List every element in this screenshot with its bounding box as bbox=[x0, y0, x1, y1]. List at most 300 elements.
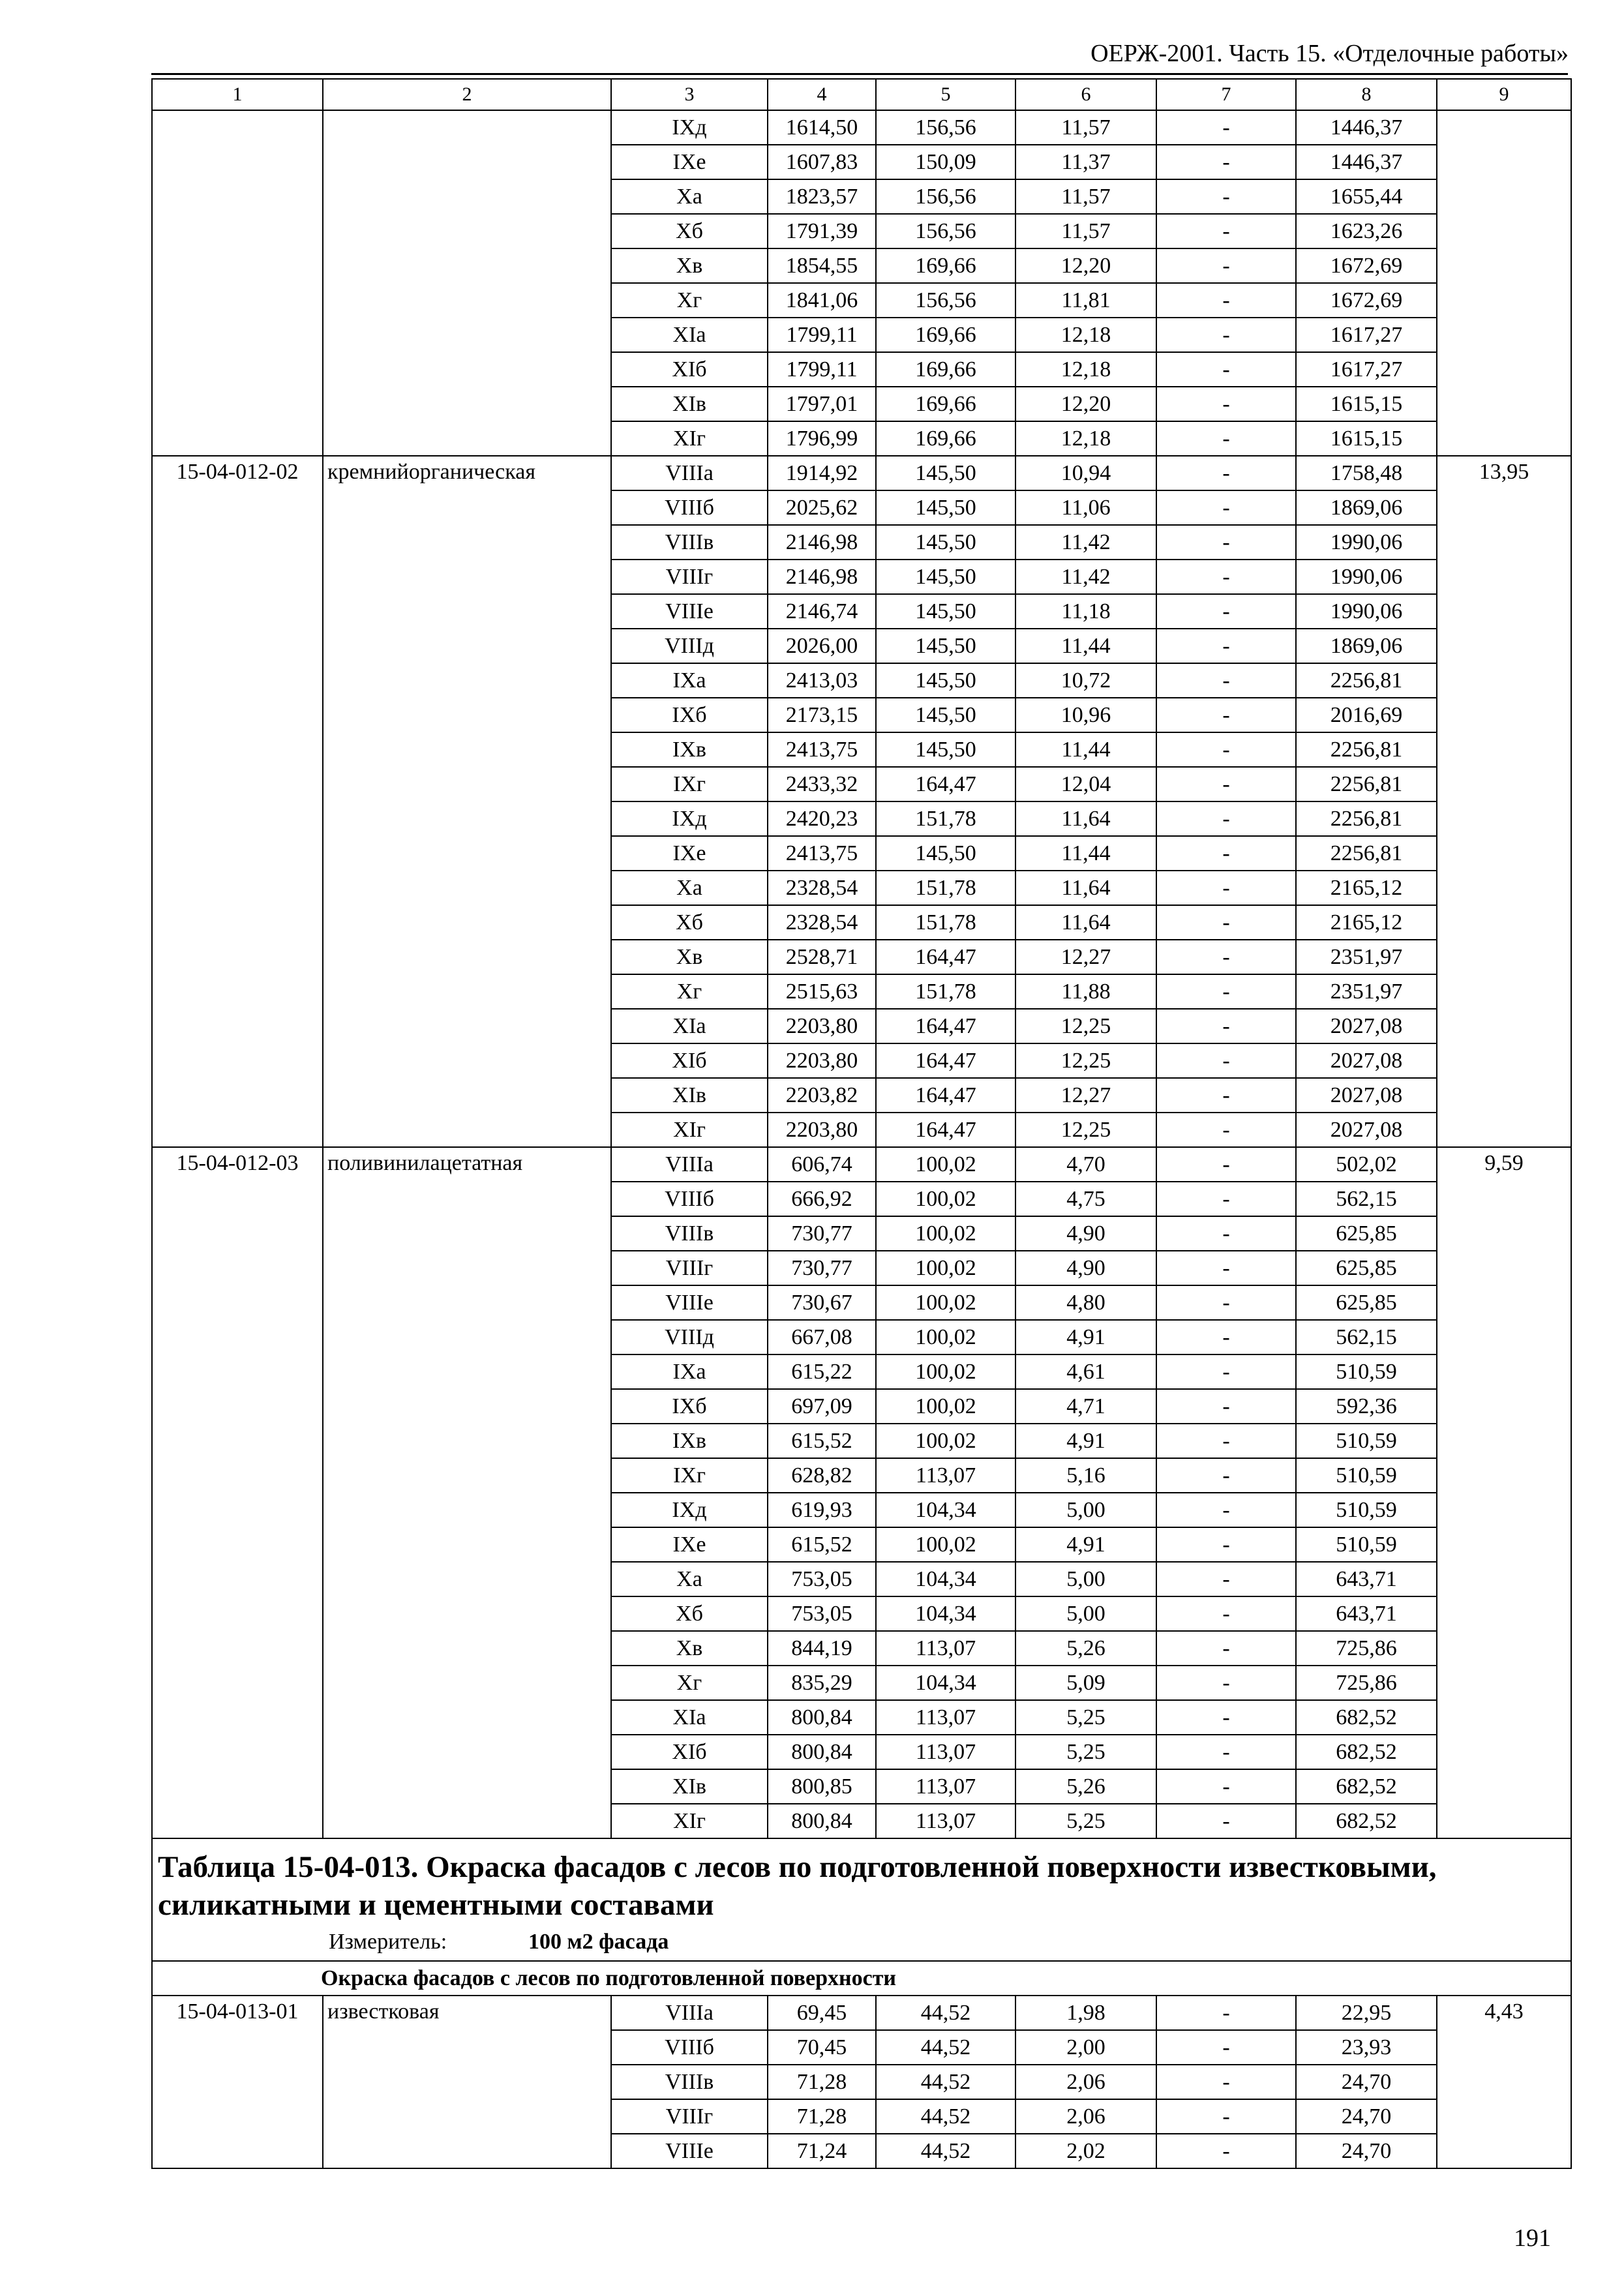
total-cost: 1799,11 bbox=[768, 318, 876, 352]
materials-cost: 682,52 bbox=[1296, 1804, 1437, 1838]
total-cost: 697,09 bbox=[768, 1389, 876, 1424]
zone-code: XIв bbox=[611, 1078, 768, 1113]
operator-wages: - bbox=[1156, 214, 1296, 248]
machine-cost: 5,09 bbox=[1015, 1666, 1156, 1700]
column-number: 1 bbox=[152, 79, 323, 110]
work-name bbox=[323, 110, 611, 456]
machine-cost: 12,27 bbox=[1015, 1078, 1156, 1113]
machine-cost: 10,94 bbox=[1015, 456, 1156, 490]
machine-cost: 4,90 bbox=[1015, 1216, 1156, 1251]
materials-cost: 1617,27 bbox=[1296, 352, 1437, 387]
machine-cost: 11,42 bbox=[1015, 525, 1156, 560]
machine-cost: 5,26 bbox=[1015, 1769, 1156, 1804]
operator-wages: - bbox=[1156, 456, 1296, 490]
machine-cost: 11,88 bbox=[1015, 974, 1156, 1009]
operator-wages: - bbox=[1156, 1285, 1296, 1320]
operator-wages: - bbox=[1156, 110, 1296, 145]
machine-cost: 11,64 bbox=[1015, 905, 1156, 940]
total-cost: 71,28 bbox=[768, 2065, 876, 2099]
machine-cost: 11,06 bbox=[1015, 490, 1156, 525]
wages: 104,34 bbox=[876, 1562, 1015, 1596]
column-number-row bbox=[152, 79, 1571, 110]
operator-wages: - bbox=[1156, 1769, 1296, 1804]
materials-cost: 23,93 bbox=[1296, 2030, 1437, 2065]
materials-cost: 24,70 bbox=[1296, 2134, 1437, 2168]
total-cost: 2025,62 bbox=[768, 490, 876, 525]
operator-wages: - bbox=[1156, 1009, 1296, 1043]
machine-cost: 4,91 bbox=[1015, 1320, 1156, 1354]
total-cost: 1854,55 bbox=[768, 248, 876, 283]
materials-cost: 625,85 bbox=[1296, 1251, 1437, 1285]
zone-code: XIг bbox=[611, 1113, 768, 1147]
zone-code: Xв bbox=[611, 940, 768, 974]
machine-cost: 12,20 bbox=[1015, 248, 1156, 283]
operator-wages: - bbox=[1156, 179, 1296, 214]
machine-cost: 12,18 bbox=[1015, 318, 1156, 352]
zone-code: IXб bbox=[611, 698, 768, 732]
wages: 164,47 bbox=[876, 1113, 1015, 1147]
materials-cost: 2351,97 bbox=[1296, 974, 1437, 1009]
total-cost: 2413,75 bbox=[768, 836, 876, 871]
total-cost: 1841,06 bbox=[768, 283, 876, 318]
zone-code: IXе bbox=[611, 1527, 768, 1562]
operator-wages: - bbox=[1156, 663, 1296, 698]
materials-cost: 562,15 bbox=[1296, 1320, 1437, 1354]
operator-wages: - bbox=[1156, 1043, 1296, 1078]
operator-wages: - bbox=[1156, 836, 1296, 871]
materials-cost: 2256,81 bbox=[1296, 663, 1437, 698]
machine-cost: 2,06 bbox=[1015, 2065, 1156, 2099]
rate-code bbox=[152, 110, 323, 456]
operator-wages: - bbox=[1156, 1251, 1296, 1285]
wages: 164,47 bbox=[876, 1043, 1015, 1078]
materials-cost: 510,59 bbox=[1296, 1424, 1437, 1458]
rate-code: 15-04-012-02 bbox=[152, 456, 323, 1147]
meter-row bbox=[158, 1928, 1565, 1956]
materials-cost: 1869,06 bbox=[1296, 490, 1437, 525]
materials-cost: 725,86 bbox=[1296, 1666, 1437, 1700]
total-cost: 2146,74 bbox=[768, 594, 876, 629]
column-number: 7 bbox=[1156, 79, 1296, 110]
wages: 100,02 bbox=[876, 1424, 1015, 1458]
machine-cost: 5,26 bbox=[1015, 1631, 1156, 1666]
work-name: известковая bbox=[323, 1996, 611, 2168]
machine-cost: 12,25 bbox=[1015, 1043, 1156, 1078]
operator-wages: - bbox=[1156, 560, 1296, 594]
materials-cost: 1615,15 bbox=[1296, 387, 1437, 421]
machine-cost: 11,57 bbox=[1015, 110, 1156, 145]
zone-code: IXб bbox=[611, 1389, 768, 1424]
total-cost: 71,28 bbox=[768, 2099, 876, 2134]
materials-cost: 592,36 bbox=[1296, 1389, 1437, 1424]
zone-code: VIIIе bbox=[611, 1285, 768, 1320]
section-title-cell bbox=[152, 1838, 1571, 1961]
rates-table bbox=[151, 78, 1572, 2169]
total-cost: 2203,82 bbox=[768, 1078, 876, 1113]
operator-wages: - bbox=[1156, 871, 1296, 905]
wages: 151,78 bbox=[876, 905, 1015, 940]
total-cost: 730,77 bbox=[768, 1251, 876, 1285]
wages: 145,50 bbox=[876, 456, 1015, 490]
materials-cost: 1672,69 bbox=[1296, 283, 1437, 318]
wages: 145,50 bbox=[876, 836, 1015, 871]
machine-cost: 12,25 bbox=[1015, 1113, 1156, 1147]
wages: 100,02 bbox=[876, 1527, 1015, 1562]
zone-code: VIIIб bbox=[611, 490, 768, 525]
wages: 113,07 bbox=[876, 1804, 1015, 1838]
wages: 145,50 bbox=[876, 560, 1015, 594]
total-cost: 69,45 bbox=[768, 1996, 876, 2030]
operator-wages: - bbox=[1156, 974, 1296, 1009]
zone-code: Xб bbox=[611, 905, 768, 940]
zone-code: XIг bbox=[611, 421, 768, 456]
operator-wages: - bbox=[1156, 525, 1296, 560]
zone-code: Xа bbox=[611, 871, 768, 905]
machine-cost: 5,25 bbox=[1015, 1735, 1156, 1769]
labor-hours: 13,95 bbox=[1437, 456, 1571, 1147]
rate-code: 15-04-012-03 bbox=[152, 1147, 323, 1838]
operator-wages: - bbox=[1156, 1735, 1296, 1769]
wages: 169,66 bbox=[876, 421, 1015, 456]
total-cost: 1799,11 bbox=[768, 352, 876, 387]
machine-cost: 1,98 bbox=[1015, 1996, 1156, 2030]
labor-hours: 4,43 bbox=[1437, 1996, 1571, 2168]
materials-cost: 1672,69 bbox=[1296, 248, 1437, 283]
total-cost: 1796,99 bbox=[768, 421, 876, 456]
wages: 151,78 bbox=[876, 974, 1015, 1009]
materials-cost: 510,59 bbox=[1296, 1354, 1437, 1389]
operator-wages: - bbox=[1156, 421, 1296, 456]
operator-wages: - bbox=[1156, 1458, 1296, 1493]
table-row bbox=[152, 456, 1571, 490]
materials-cost: 643,71 bbox=[1296, 1562, 1437, 1596]
machine-cost: 4,70 bbox=[1015, 1147, 1156, 1182]
wages: 169,66 bbox=[876, 387, 1015, 421]
total-cost: 2413,75 bbox=[768, 732, 876, 767]
zone-code: IXв bbox=[611, 732, 768, 767]
machine-cost: 11,44 bbox=[1015, 629, 1156, 663]
materials-cost: 2027,08 bbox=[1296, 1009, 1437, 1043]
wages: 156,56 bbox=[876, 283, 1015, 318]
machine-cost: 5,25 bbox=[1015, 1700, 1156, 1735]
column-number: 8 bbox=[1296, 79, 1437, 110]
wages: 164,47 bbox=[876, 1078, 1015, 1113]
operator-wages: - bbox=[1156, 1389, 1296, 1424]
work-name: поливинилацетатная bbox=[323, 1147, 611, 1838]
operator-wages: - bbox=[1156, 1562, 1296, 1596]
wages: 113,07 bbox=[876, 1700, 1015, 1735]
operator-wages: - bbox=[1156, 248, 1296, 283]
materials-cost: 1617,27 bbox=[1296, 318, 1437, 352]
materials-cost: 1446,37 bbox=[1296, 145, 1437, 179]
wages: 44,52 bbox=[876, 2065, 1015, 2099]
wages: 156,56 bbox=[876, 110, 1015, 145]
zone-code: Xб bbox=[611, 1596, 768, 1631]
operator-wages: - bbox=[1156, 387, 1296, 421]
materials-cost: 1869,06 bbox=[1296, 629, 1437, 663]
zone-code: VIIIе bbox=[611, 2134, 768, 2168]
machine-cost: 12,04 bbox=[1015, 767, 1156, 801]
zone-code: IXе bbox=[611, 145, 768, 179]
zone-code: XIб bbox=[611, 1735, 768, 1769]
meter-value: 100 м2 фасада bbox=[528, 1930, 669, 1954]
materials-cost: 24,70 bbox=[1296, 2065, 1437, 2099]
zone-code: Xа bbox=[611, 1562, 768, 1596]
machine-cost: 5,00 bbox=[1015, 1596, 1156, 1631]
work-name: кремнийорганическая bbox=[323, 456, 611, 1147]
materials-cost: 2256,81 bbox=[1296, 767, 1437, 801]
wages: 151,78 bbox=[876, 871, 1015, 905]
total-cost: 2146,98 bbox=[768, 525, 876, 560]
materials-cost: 1655,44 bbox=[1296, 179, 1437, 214]
operator-wages: - bbox=[1156, 1078, 1296, 1113]
operator-wages: - bbox=[1156, 1996, 1296, 2030]
machine-cost: 4,61 bbox=[1015, 1354, 1156, 1389]
zone-code: Xг bbox=[611, 283, 768, 318]
operator-wages: - bbox=[1156, 594, 1296, 629]
total-cost: 753,05 bbox=[768, 1596, 876, 1631]
materials-cost: 2165,12 bbox=[1296, 871, 1437, 905]
page-number: 191 bbox=[1514, 2224, 1551, 2252]
operator-wages: - bbox=[1156, 801, 1296, 836]
machine-cost: 5,00 bbox=[1015, 1562, 1156, 1596]
operator-wages: - bbox=[1156, 490, 1296, 525]
materials-cost: 1990,06 bbox=[1296, 594, 1437, 629]
total-cost: 606,74 bbox=[768, 1147, 876, 1182]
materials-cost: 1446,37 bbox=[1296, 110, 1437, 145]
total-cost: 2433,32 bbox=[768, 767, 876, 801]
zone-code: IXг bbox=[611, 1458, 768, 1493]
operator-wages: - bbox=[1156, 1527, 1296, 1562]
total-cost: 667,08 bbox=[768, 1320, 876, 1354]
wages: 164,47 bbox=[876, 767, 1015, 801]
operator-wages: - bbox=[1156, 2030, 1296, 2065]
wages: 100,02 bbox=[876, 1320, 1015, 1354]
machine-cost: 12,18 bbox=[1015, 421, 1156, 456]
machine-cost: 10,96 bbox=[1015, 698, 1156, 732]
zone-code: IXд bbox=[611, 801, 768, 836]
total-cost: 2413,03 bbox=[768, 663, 876, 698]
zone-code: Xв bbox=[611, 1631, 768, 1666]
operator-wages: - bbox=[1156, 1666, 1296, 1700]
materials-cost: 2016,69 bbox=[1296, 698, 1437, 732]
total-cost: 800,84 bbox=[768, 1804, 876, 1838]
materials-cost: 1758,48 bbox=[1296, 456, 1437, 490]
zone-code: IXе bbox=[611, 836, 768, 871]
total-cost: 800,85 bbox=[768, 1769, 876, 1804]
wages: 150,09 bbox=[876, 145, 1015, 179]
total-cost: 730,67 bbox=[768, 1285, 876, 1320]
total-cost: 628,82 bbox=[768, 1458, 876, 1493]
meter-label: Измеритель: bbox=[329, 1930, 447, 1954]
wages: 164,47 bbox=[876, 1009, 1015, 1043]
machine-cost: 11,44 bbox=[1015, 836, 1156, 871]
materials-cost: 2027,08 bbox=[1296, 1078, 1437, 1113]
wages: 100,02 bbox=[876, 1354, 1015, 1389]
machine-cost: 11,57 bbox=[1015, 179, 1156, 214]
total-cost: 2515,63 bbox=[768, 974, 876, 1009]
total-cost: 1607,83 bbox=[768, 145, 876, 179]
column-number: 6 bbox=[1015, 79, 1156, 110]
total-cost: 730,77 bbox=[768, 1216, 876, 1251]
wages: 145,50 bbox=[876, 629, 1015, 663]
zone-code: VIIIд bbox=[611, 629, 768, 663]
table-row bbox=[152, 1996, 1571, 2030]
materials-cost: 625,85 bbox=[1296, 1216, 1437, 1251]
wages: 113,07 bbox=[876, 1735, 1015, 1769]
zone-code: VIIIб bbox=[611, 2030, 768, 2065]
machine-cost: 12,18 bbox=[1015, 352, 1156, 387]
zone-code: XIв bbox=[611, 387, 768, 421]
materials-cost: 2256,81 bbox=[1296, 801, 1437, 836]
labor-hours: 9,59 bbox=[1437, 1147, 1571, 1838]
machine-cost: 4,80 bbox=[1015, 1285, 1156, 1320]
materials-cost: 22,95 bbox=[1296, 1996, 1437, 2030]
zone-code: Xв bbox=[611, 248, 768, 283]
materials-cost: 2027,08 bbox=[1296, 1113, 1437, 1147]
zone-code: VIIIг bbox=[611, 2099, 768, 2134]
materials-cost: 725,86 bbox=[1296, 1631, 1437, 1666]
zone-code: VIIIг bbox=[611, 560, 768, 594]
machine-cost: 4,75 bbox=[1015, 1182, 1156, 1216]
operator-wages: - bbox=[1156, 1700, 1296, 1735]
operator-wages: - bbox=[1156, 2099, 1296, 2134]
operator-wages: - bbox=[1156, 1804, 1296, 1838]
zone-code: Xа bbox=[611, 179, 768, 214]
materials-cost: 1615,15 bbox=[1296, 421, 1437, 456]
total-cost: 2328,54 bbox=[768, 871, 876, 905]
wages: 100,02 bbox=[876, 1216, 1015, 1251]
machine-cost: 2,00 bbox=[1015, 2030, 1156, 2065]
zone-code: XIв bbox=[611, 1769, 768, 1804]
total-cost: 2026,00 bbox=[768, 629, 876, 663]
total-cost: 1823,57 bbox=[768, 179, 876, 214]
materials-cost: 2351,97 bbox=[1296, 940, 1437, 974]
materials-cost: 510,59 bbox=[1296, 1458, 1437, 1493]
zone-code: IXа bbox=[611, 663, 768, 698]
machine-cost: 4,91 bbox=[1015, 1424, 1156, 1458]
zone-code: VIIIг bbox=[611, 1251, 768, 1285]
machine-cost: 12,27 bbox=[1015, 940, 1156, 974]
operator-wages: - bbox=[1156, 352, 1296, 387]
zone-code: XIб bbox=[611, 1043, 768, 1078]
wages: 113,07 bbox=[876, 1458, 1015, 1493]
wages: 169,66 bbox=[876, 352, 1015, 387]
materials-cost: 2027,08 bbox=[1296, 1043, 1437, 1078]
total-cost: 615,52 bbox=[768, 1424, 876, 1458]
column-number: 2 bbox=[323, 79, 611, 110]
machine-cost: 4,91 bbox=[1015, 1527, 1156, 1562]
total-cost: 2203,80 bbox=[768, 1009, 876, 1043]
column-number: 3 bbox=[611, 79, 768, 110]
wages: 100,02 bbox=[876, 1389, 1015, 1424]
machine-cost: 5,25 bbox=[1015, 1804, 1156, 1838]
zone-code: VIIIа bbox=[611, 1996, 768, 2030]
column-number: 5 bbox=[876, 79, 1015, 110]
total-cost: 835,29 bbox=[768, 1666, 876, 1700]
operator-wages: - bbox=[1156, 318, 1296, 352]
operator-wages: - bbox=[1156, 2134, 1296, 2168]
wages: 145,50 bbox=[876, 663, 1015, 698]
operator-wages: - bbox=[1156, 2065, 1296, 2099]
wages: 169,66 bbox=[876, 318, 1015, 352]
machine-cost: 11,37 bbox=[1015, 145, 1156, 179]
total-cost: 2173,15 bbox=[768, 698, 876, 732]
zone-code: IXв bbox=[611, 1424, 768, 1458]
total-cost: 619,93 bbox=[768, 1493, 876, 1527]
wages: 156,56 bbox=[876, 179, 1015, 214]
wages: 44,52 bbox=[876, 2030, 1015, 2065]
machine-cost: 2,06 bbox=[1015, 2099, 1156, 2134]
wages: 113,07 bbox=[876, 1631, 1015, 1666]
zone-code: Xб bbox=[611, 214, 768, 248]
zone-code: IXд bbox=[611, 110, 768, 145]
zone-code: VIIIб bbox=[611, 1182, 768, 1216]
total-cost: 666,92 bbox=[768, 1182, 876, 1216]
zone-code: XIа bbox=[611, 1009, 768, 1043]
materials-cost: 682,52 bbox=[1296, 1769, 1437, 1804]
machine-cost: 12,20 bbox=[1015, 387, 1156, 421]
total-cost: 1614,50 bbox=[768, 110, 876, 145]
total-cost: 1791,39 bbox=[768, 214, 876, 248]
wages: 104,34 bbox=[876, 1666, 1015, 1700]
operator-wages: - bbox=[1156, 1147, 1296, 1182]
materials-cost: 682,52 bbox=[1296, 1735, 1437, 1769]
table-row bbox=[152, 1147, 1571, 1182]
wages: 156,56 bbox=[876, 214, 1015, 248]
wages: 113,07 bbox=[876, 1769, 1015, 1804]
machine-cost: 11,44 bbox=[1015, 732, 1156, 767]
total-cost: 844,19 bbox=[768, 1631, 876, 1666]
machine-cost: 2,02 bbox=[1015, 2134, 1156, 2168]
materials-cost: 2165,12 bbox=[1296, 905, 1437, 940]
operator-wages: - bbox=[1156, 1113, 1296, 1147]
total-cost: 2528,71 bbox=[768, 940, 876, 974]
wages: 145,50 bbox=[876, 490, 1015, 525]
operator-wages: - bbox=[1156, 1631, 1296, 1666]
operator-wages: - bbox=[1156, 629, 1296, 663]
total-cost: 70,45 bbox=[768, 2030, 876, 2065]
running-header: ОЕРЖ-2001. Часть 15. «Отделочные работы» bbox=[1090, 40, 1569, 67]
total-cost: 1914,92 bbox=[768, 456, 876, 490]
total-cost: 753,05 bbox=[768, 1562, 876, 1596]
zone-code: VIIIа bbox=[611, 1147, 768, 1182]
machine-cost: 4,90 bbox=[1015, 1251, 1156, 1285]
operator-wages: - bbox=[1156, 698, 1296, 732]
zone-code: VIIIв bbox=[611, 1216, 768, 1251]
wages: 44,52 bbox=[876, 2134, 1015, 2168]
machine-cost: 11,81 bbox=[1015, 283, 1156, 318]
materials-cost: 1990,06 bbox=[1296, 525, 1437, 560]
zone-code: VIIIд bbox=[611, 1320, 768, 1354]
operator-wages: - bbox=[1156, 940, 1296, 974]
machine-cost: 11,18 bbox=[1015, 594, 1156, 629]
total-cost: 2203,80 bbox=[768, 1113, 876, 1147]
total-cost: 800,84 bbox=[768, 1700, 876, 1735]
zone-code: VIIIе bbox=[611, 594, 768, 629]
rate-code: 15-04-013-01 bbox=[152, 1996, 323, 2168]
section-title-row bbox=[152, 1838, 1571, 1961]
operator-wages: - bbox=[1156, 732, 1296, 767]
materials-cost: 2256,81 bbox=[1296, 732, 1437, 767]
machine-cost: 11,57 bbox=[1015, 214, 1156, 248]
materials-cost: 510,59 bbox=[1296, 1527, 1437, 1562]
machine-cost: 11,42 bbox=[1015, 560, 1156, 594]
table-body bbox=[152, 79, 1571, 2168]
total-cost: 2146,98 bbox=[768, 560, 876, 594]
zone-code: VIIIв bbox=[611, 2065, 768, 2099]
operator-wages: - bbox=[1156, 1354, 1296, 1389]
